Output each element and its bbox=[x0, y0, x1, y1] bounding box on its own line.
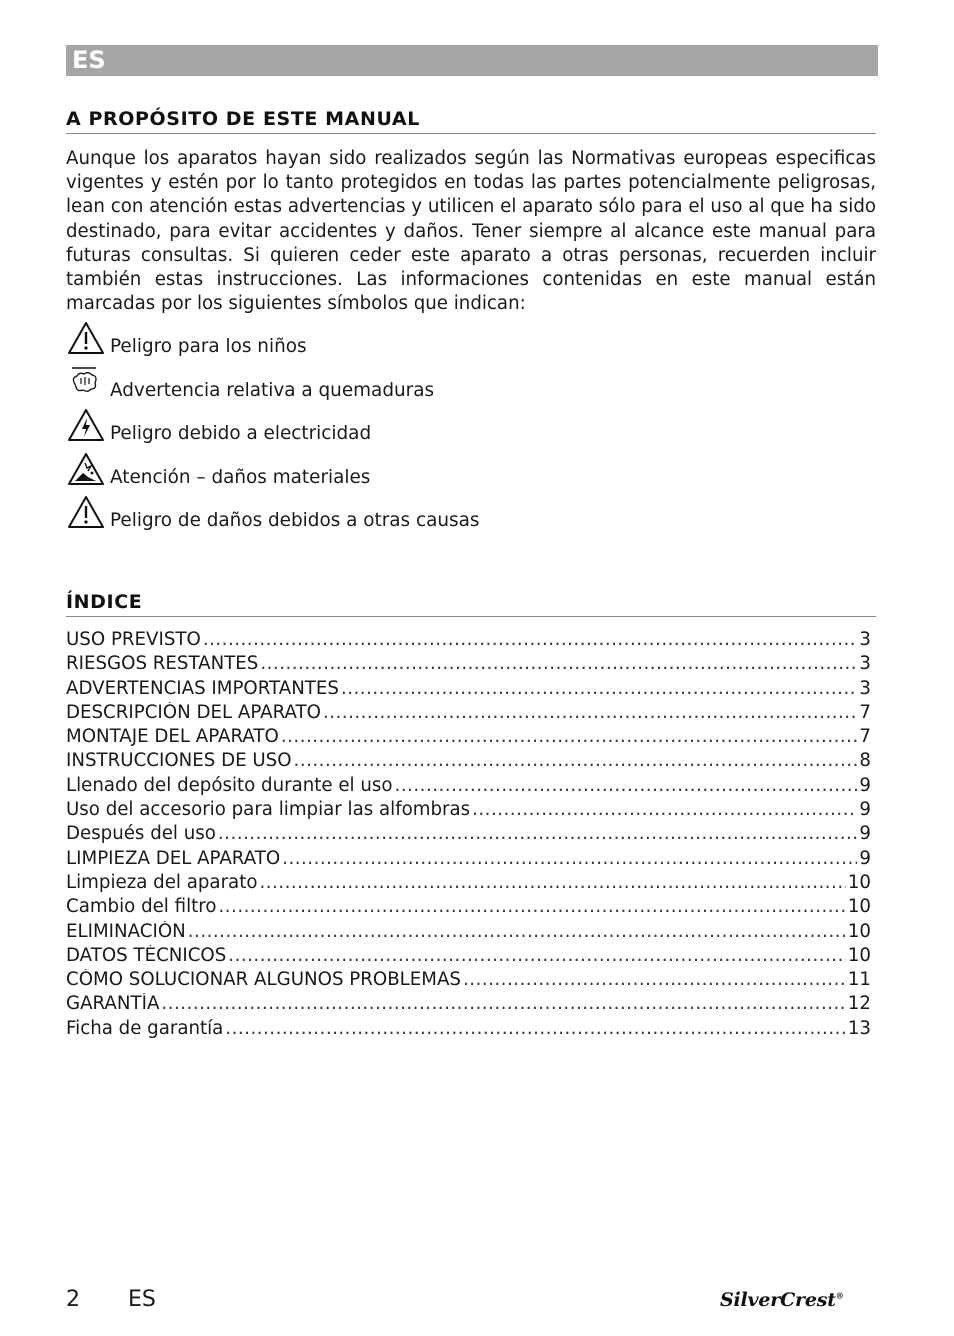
toc-entry-text: ADVERTENCIAS IMPORTANTES bbox=[66, 677, 339, 699]
toc-leader bbox=[259, 872, 845, 893]
toc-leader bbox=[218, 823, 858, 844]
toc-leader bbox=[188, 921, 846, 942]
toc-leader bbox=[218, 896, 845, 917]
toc-entry-text: Cambio del filtro bbox=[66, 896, 217, 918]
toc-entry-text: Uso del accesorio para limpiar las alfombras bbox=[66, 799, 471, 821]
toc-leader bbox=[260, 653, 857, 674]
brand-logo bbox=[720, 1289, 844, 1311]
toc-leader bbox=[282, 848, 857, 869]
toc-entry[interactable] bbox=[66, 993, 871, 1017]
toc-leader bbox=[341, 678, 857, 699]
toc-entry-page: 3 bbox=[859, 629, 871, 650]
toc-entry-page: 12 bbox=[847, 993, 871, 1015]
toc-entry-text: ELIMINACIÓN bbox=[66, 920, 186, 942]
toc-entry-text: MONTAJE DEL APARATO bbox=[66, 726, 279, 748]
toc-leader bbox=[161, 993, 845, 1014]
toc-leader bbox=[323, 702, 857, 723]
toc-entry[interactable] bbox=[66, 872, 871, 896]
toc-entry-text: GARANTÍA bbox=[66, 993, 160, 1015]
symbol-legend bbox=[66, 326, 666, 544]
page-number: 2 bbox=[66, 1287, 80, 1312]
toc-entry[interactable] bbox=[66, 775, 871, 799]
toc-entry-page: 9 bbox=[859, 799, 871, 821]
toc-entry-text: RIESGOS RESTANTES bbox=[66, 653, 259, 675]
symbol-label: Atención – daños materiales bbox=[110, 466, 371, 488]
material-damage-icon bbox=[66, 451, 106, 489]
toc-entry-text: Llenado del depósito durante el uso bbox=[66, 774, 393, 796]
hot-surface-icon bbox=[66, 364, 106, 402]
language-header-bar bbox=[66, 45, 878, 76]
toc-leader bbox=[228, 945, 846, 966]
toc-leader bbox=[472, 799, 857, 820]
symbol-item bbox=[66, 457, 666, 501]
toc-entry[interactable] bbox=[66, 921, 871, 945]
toc-entry-text: INSTRUCCIONES DE USO bbox=[66, 750, 292, 772]
toc-entry-page: 10 bbox=[847, 920, 871, 942]
toc-leader bbox=[463, 969, 846, 990]
toc-entry[interactable] bbox=[66, 750, 871, 774]
warning-triangle-icon bbox=[66, 494, 106, 532]
about-manual-title: A PROPÓSITO DE ESTE MANUAL bbox=[66, 108, 876, 134]
symbol-item bbox=[66, 500, 666, 544]
toc-entry-page: 10 bbox=[847, 944, 871, 966]
toc-leader bbox=[225, 1018, 846, 1039]
toc-entry-text: Limpieza del aparato bbox=[66, 871, 258, 893]
index-title: ÍNDICE bbox=[66, 591, 876, 617]
language-label: ES bbox=[72, 46, 106, 74]
toc-entry[interactable] bbox=[66, 1018, 871, 1042]
electric-hazard-icon bbox=[66, 407, 106, 445]
toc-leader bbox=[281, 726, 858, 747]
toc-entry-text: LIMPIEZA DEL APARATO bbox=[66, 847, 281, 869]
symbol-item bbox=[66, 326, 666, 370]
toc-entry-text: USO PREVISTO bbox=[66, 629, 201, 650]
toc-entry-text: CÓMO SOLUCIONAR ALGUNOS PROBLEMAS bbox=[66, 969, 461, 991]
toc-entry[interactable] bbox=[66, 896, 871, 920]
toc-entry[interactable] bbox=[66, 848, 871, 872]
toc-entry[interactable] bbox=[66, 799, 871, 823]
toc-entry-page: 10 bbox=[847, 896, 871, 918]
toc-entry-page: 3 bbox=[859, 653, 871, 675]
toc-leader bbox=[203, 629, 858, 650]
toc-entry-page: 7 bbox=[859, 701, 871, 723]
symbol-label: Peligro debido a electricidad bbox=[110, 423, 372, 444]
toc-entry-page: 9 bbox=[859, 823, 871, 845]
toc-entry[interactable] bbox=[66, 726, 871, 750]
toc-entry[interactable] bbox=[66, 945, 871, 969]
toc-entry-text: DESCRIPCIÓN DEL APARATO bbox=[66, 701, 321, 723]
toc-entry-text: Ficha de garantía bbox=[66, 1017, 224, 1039]
footer-language: ES bbox=[128, 1287, 156, 1312]
toc-entry-page: 13 bbox=[847, 1017, 871, 1039]
toc-entry[interactable] bbox=[66, 702, 871, 726]
symbol-item bbox=[66, 370, 666, 414]
toc-leader bbox=[395, 775, 858, 796]
brand-name: SilverCrest bbox=[720, 1289, 836, 1311]
registered-mark: ® bbox=[835, 1290, 844, 1301]
toc-entry-page: 10 bbox=[847, 871, 871, 893]
symbol-label: Advertencia relativa a quemaduras bbox=[110, 379, 435, 401]
toc-entry[interactable] bbox=[66, 653, 871, 677]
toc-entry-page: 9 bbox=[859, 774, 871, 796]
table-of-contents bbox=[66, 629, 871, 1042]
toc-entry-text: Después del uso bbox=[66, 823, 216, 845]
toc-entry[interactable] bbox=[66, 969, 871, 993]
warning-triangle-icon bbox=[66, 320, 106, 358]
toc-entry-page: 11 bbox=[847, 969, 871, 991]
toc-entry-page: 3 bbox=[859, 677, 871, 699]
symbol-label: Peligro para los niños bbox=[110, 336, 307, 357]
toc-leader bbox=[294, 750, 858, 771]
toc-entry[interactable] bbox=[66, 629, 871, 653]
toc-entry-page: 7 bbox=[859, 726, 871, 748]
toc-entry[interactable] bbox=[66, 678, 871, 702]
about-manual-paragraph: Aunque los aparatos hayan sido realizados según las Normativas europeas especificas vigentes y estén por lo tanto protegidos en todas las partes potencialmente peligrosas, lean con atención estas advertencias y utilicen el aparato sólo para el uso al que ha sido destinado, para evitar accidentes y daños. Tener siempre al alcance este manual para futuras consultas. Si quieren ceder este aparato a otras personas, recuerden incluir también estas instrucciones. Las informaciones contenidas en este manual están marcadas por los siguientes símbolos que indican: bbox=[66, 148, 876, 315]
toc-entry[interactable] bbox=[66, 823, 871, 847]
symbol-item bbox=[66, 413, 666, 457]
toc-entry-page: 8 bbox=[859, 750, 871, 772]
symbol-label: Peligro de daños debidos a otras causas bbox=[110, 510, 480, 531]
toc-entry-text: DATOS TÉCNICOS bbox=[66, 944, 227, 966]
toc-entry-page: 9 bbox=[859, 847, 871, 869]
